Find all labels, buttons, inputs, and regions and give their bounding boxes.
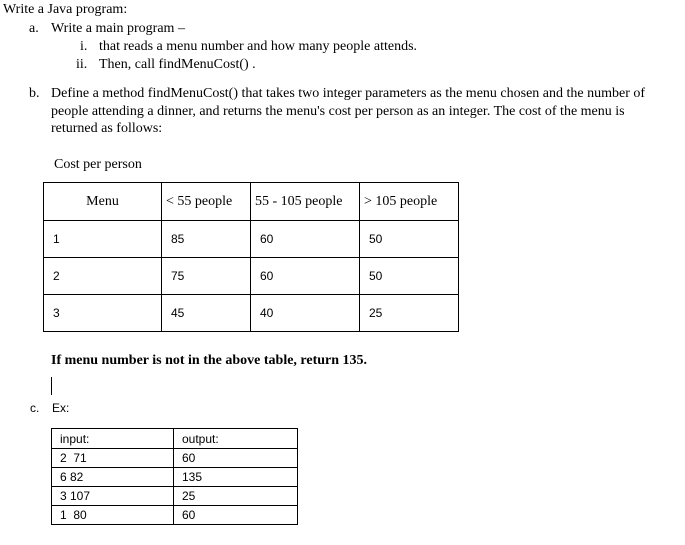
cost-cell: 60 bbox=[251, 258, 360, 295]
item-b-line-2: people attending a dinner, and returns the menu's cost per person as an integer. The cost of the menu is bbox=[51, 104, 625, 119]
document-title: Write a Java program: bbox=[3, 2, 128, 17]
cost-table-header-row bbox=[44, 183, 459, 221]
example-input: 2 71 bbox=[52, 449, 174, 468]
cost-cell: 25 bbox=[360, 295, 459, 332]
cost-cell: 40 bbox=[251, 295, 360, 332]
menu-number: 2 bbox=[44, 258, 162, 295]
example-output: 135 bbox=[174, 468, 298, 487]
example-input: 6 82 bbox=[52, 468, 174, 487]
example-row bbox=[52, 487, 298, 506]
cost-cell: 50 bbox=[360, 258, 459, 295]
default-return-note: If menu number is not in the above table, return 135. bbox=[51, 353, 368, 368]
example-output: 25 bbox=[174, 487, 298, 506]
example-table bbox=[51, 428, 298, 525]
cost-cell: 60 bbox=[251, 221, 360, 258]
cost-cell: 45 bbox=[162, 295, 251, 332]
example-row bbox=[52, 468, 298, 487]
cost-cell: 50 bbox=[360, 221, 459, 258]
header-menu: Menu bbox=[44, 183, 162, 221]
cost-table bbox=[43, 182, 459, 332]
example-output: 60 bbox=[174, 506, 298, 525]
text-cursor bbox=[51, 377, 52, 395]
item-a-text: Write a main program – bbox=[51, 21, 185, 36]
example-row bbox=[52, 449, 298, 468]
table-row bbox=[44, 221, 459, 258]
item-a-i-text: that reads a menu number and how many people attends. bbox=[99, 39, 418, 54]
example-header-row bbox=[52, 429, 298, 449]
example-output: 60 bbox=[174, 449, 298, 468]
item-b-line-3: returned as follows: bbox=[51, 121, 163, 136]
header-over-105: > 105 people bbox=[360, 183, 459, 221]
header-under-55: < 55 people bbox=[162, 183, 251, 221]
example-input: 1 80 bbox=[52, 506, 174, 525]
item-a-ii-text: Then, call findMenuCost() . bbox=[99, 57, 256, 72]
item-b-line-1: Define a method findMenuCost() that takes two integer parameters as the menu chosen and the number of bbox=[51, 86, 646, 101]
header-55-105: 55 - 105 people bbox=[251, 183, 360, 221]
menu-number: 3 bbox=[44, 295, 162, 332]
item-a-marker: a. bbox=[29, 21, 39, 36]
table-row bbox=[44, 258, 459, 295]
item-a-i-marker: i. bbox=[80, 39, 88, 54]
cost-cell: 85 bbox=[162, 221, 251, 258]
item-b-marker: b. bbox=[29, 86, 40, 101]
table-row bbox=[44, 295, 459, 332]
menu-number: 1 bbox=[44, 221, 162, 258]
cost-table-caption: Cost per person bbox=[54, 157, 142, 172]
item-c-label: Ex: bbox=[52, 401, 70, 415]
example-header-output: output: bbox=[174, 429, 298, 449]
example-input: 3 107 bbox=[52, 487, 174, 506]
item-c-marker: c. bbox=[30, 401, 40, 415]
example-header-input: input: bbox=[52, 429, 174, 449]
cost-cell: 75 bbox=[162, 258, 251, 295]
item-a-ii-marker: ii. bbox=[76, 57, 88, 72]
example-row bbox=[52, 506, 298, 525]
